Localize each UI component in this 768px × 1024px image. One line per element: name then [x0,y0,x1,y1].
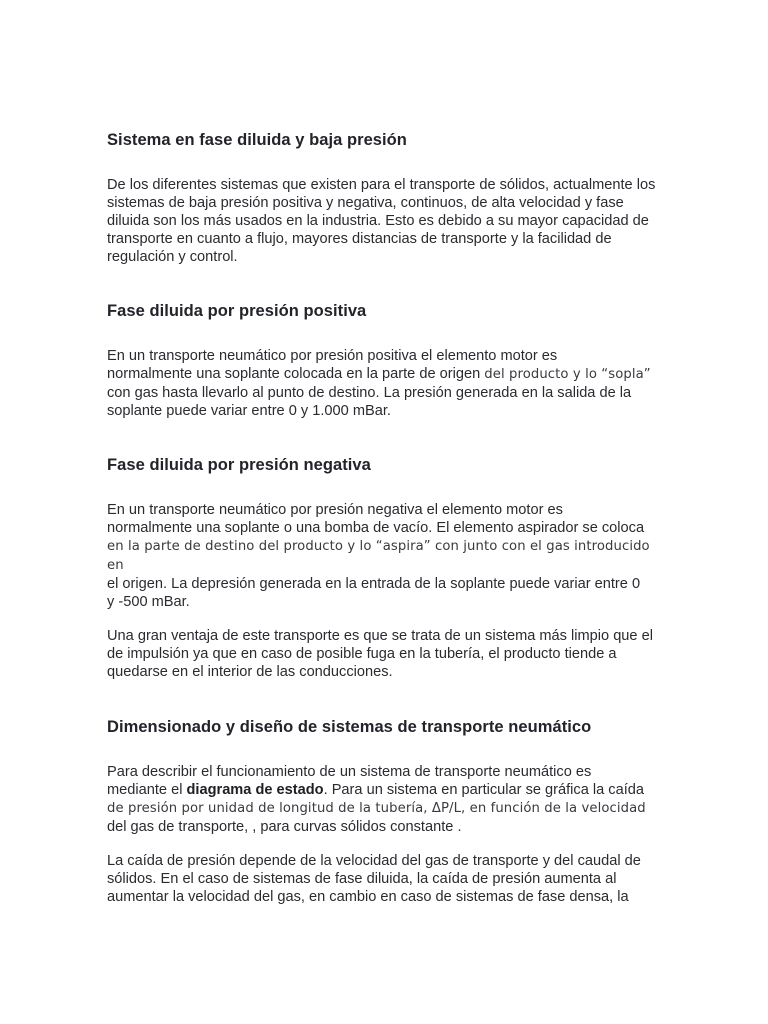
document-body [107,129,667,906]
bold-term-diagrama-de-estado: diagrama de estado [186,782,324,798]
text-line: el origen. La depresión generada en la entrada de la soplante puede variar entre 0 [107,576,641,592]
paragraph-caida-presion: La caída de presión depende de la velocidad del gas de transporte y del caudal de sólidos. En el caso de sistemas de fase diluida, la caída de presión aumenta al aumentar la velocidad del gas, en cambio en caso de sistemas de fase densa, la [107,853,641,905]
text-line: En un transporte neumático por presión positiva el elemento motor es [107,348,558,364]
paragraph-diagrama-estado [107,763,667,836]
text-line-light: de presión por unidad de longitud de la tubería, ΔP/L, en función de la velocidad [107,801,646,816]
text-line: y -500 mBar. [107,594,190,610]
paragraph-ventaja: Una gran ventaja de este transporte es que se trata de un sistema más limpio que el de impulsión ya que en caso de posible fuga en la tubería, el producto tiende a quedarse en el interior de las conducciones. [107,628,653,680]
text-line: del gas de transporte, , para curvas sólidos constante . [107,819,462,835]
paragraph-intro: De los diferentes sistemas que existen para el transporte de sólidos, actualmente los sistemas de baja presión positiva y negativa, continuos, de alta velocidad y fase diluida son los más usados en la industria. Esto es debido a su mayor capacidad de transporte en cuanto a flujo, mayores distancias de transporte y la facilidad de regulación y control. [107,177,656,265]
section-heading-presion-negativa: Fase diluida por presión negativa [107,456,371,474]
text-line-light: en la parte de destino del producto y lo “aspira” con junto con el gas introducido en [107,539,650,573]
section-heading-presion-positiva: Fase diluida por presión positiva [107,302,367,320]
text-line: normalmente una soplante colocada en la parte de origen [107,366,485,382]
text-line: Para describir el funcionamiento de un sistema de transporte neumático es [107,764,592,780]
text-line: . Para un sistema en particular se gráfica la caída [323,782,645,798]
section-heading-fase-diluida-baja-presion: Sistema en fase diluida y baja presión [107,131,407,149]
section-heading-dimensionado: Dimensionado y diseño de sistemas de transporte neumático [107,718,592,736]
text-line: normalmente una soplante o una bomba de vacío. El elemento aspirador se coloca [107,520,645,536]
text-line-light: del producto y lo “sopla” [484,367,651,382]
text-line: con gas hasta llevarlo al punto de destino. La presión generada en la salida de la [107,385,632,401]
text-line: En un transporte neumático por presión negativa el elemento motor es [107,502,563,518]
paragraph-presion-negativa [107,501,667,611]
text-line: soplante puede variar entre 0 y 1.000 mBar. [107,403,391,419]
paragraph-presion-positiva [107,347,667,420]
text-line: mediante el [107,782,187,798]
